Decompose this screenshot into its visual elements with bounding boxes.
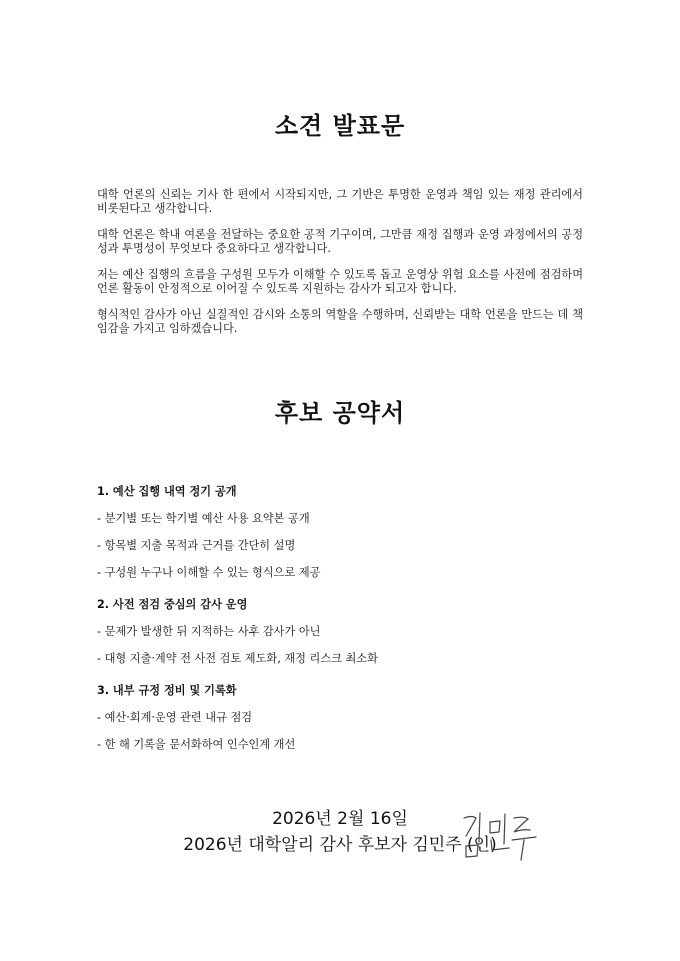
handwritten-signature	[454, 810, 544, 870]
pledge-list	[97, 484, 577, 769]
pledge-item: - 대형 지출·계약 전 사전 검토 제도화, 재정 리스크 최소화	[97, 652, 378, 665]
pledge-section	[97, 484, 577, 580]
pledge-item: - 한 해 기록을 문서화하여 인수인계 개선	[97, 738, 296, 751]
pledge-item: - 항목별 지출 목적과 근거를 간단히 설명	[97, 539, 296, 552]
pledge-item: - 문제가 발생한 뒤 지적하는 사후 감사가 아닌	[97, 625, 321, 638]
pledge-heading: 1. 예산 집행 내역 정기 공개	[97, 485, 237, 498]
pledge-item: - 분기별 또는 학기별 예산 사용 요약본 공개	[97, 512, 310, 525]
pledge-section	[97, 683, 577, 752]
statement-paragraph: 대학 언론은 학내 여론을 전달하는 중요한 공적 기구이며, 그만큼 재정 집행과 운영 과정에서의 공정성과 투명성이 무엇보다 중요하다고 생각합니다.	[97, 228, 583, 255]
document-date: 2026년 2월 16일	[272, 809, 408, 829]
statement-paragraph: 저는 예산 집행의 흐름을 구성원 모두가 이해할 수 있도록 돕고 운영상 위험 요소를 사전에 점검하며 언론 활동이 안정적으로 이어질 수 있도록 지원하는 감사가 되고자 합니다.	[97, 268, 583, 295]
pledge-item: - 예산·회계·운영 관련 내규 점검	[97, 711, 253, 724]
statement-paragraph: 형식적인 감사가 아닌 실질적인 감시와 소통의 역할을 수행하며, 신뢰받는 대학 언론을 만드는 데 책임감을 가지고 임하겠습니다.	[97, 308, 583, 335]
pledge-heading: 2. 사전 점검 중심의 감사 운영	[97, 598, 248, 611]
pledge-section	[97, 597, 577, 666]
signature-line: 2026년 대학알리 감사 후보자 김민주 (인)	[183, 835, 497, 855]
statement-body	[97, 188, 583, 348]
statement-paragraph: 대학 언론의 신뢰는 기사 한 편에서 시작되지만, 그 기반은 투명한 운영과 책임 있는 재정 관리에서 비롯된다고 생각합니다.	[97, 188, 583, 215]
pledge-item: - 구성원 누구나 이해할 수 있는 형식으로 제공	[97, 566, 321, 579]
pledges-title: 후보 공약서	[274, 399, 406, 427]
pledge-heading: 3. 내부 규정 정비 및 기록화	[97, 684, 237, 697]
statement-title: 소견 발표문	[274, 112, 406, 140]
